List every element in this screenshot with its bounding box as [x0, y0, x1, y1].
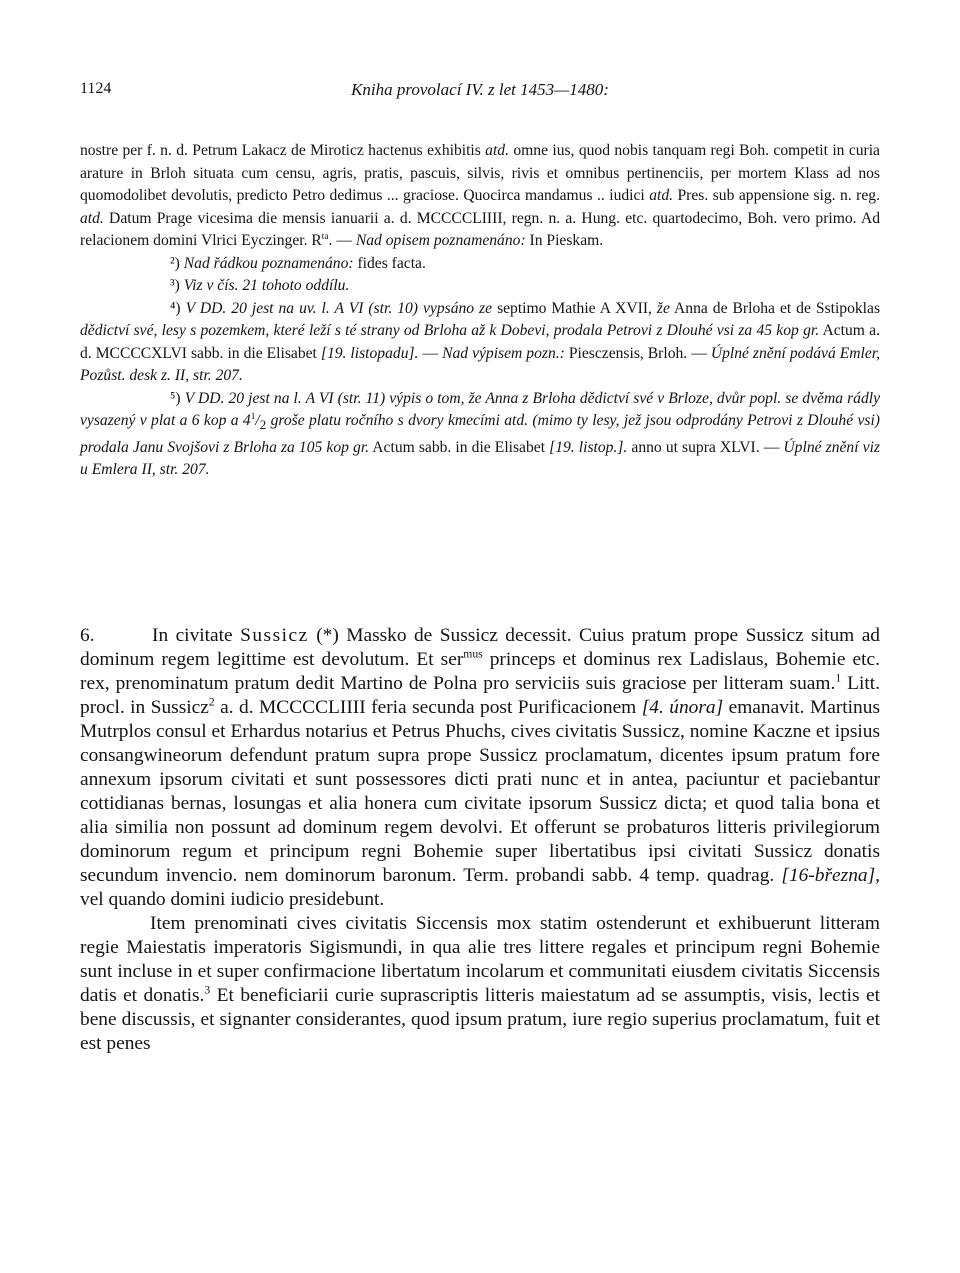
- main-text: [80, 624, 880, 1056]
- footnote-1: nostre per f. n. d. Petrum Lakacz de Miroticz hactenus exhibitis atd. omne ius, quod nobis tanquam regi Boh. competit in curia arature in Brloh situata cum censu, agris, pratis, pascuis, silvis, rivis et omnibus pertinenciis, per mortem Klass ad nos quomodolibet devolutis, predicto Petro dedimus ... graciose. Quocirca mandamus .. iudici atd. Pres. sub appensione sig. n. reg. atd. Datum Prage vicesima die mensis ianuarii a. d. MCCCCLIIII, regn. n. a. Hung. etc. quartodecimo, Boh. vero primo. Ad relacionem domini Vlrici Eyczinger. $R^{ta}$. — Nad opisem poznamenáno: In Pieskam.: [80, 142, 880, 249]
- entry-6-paragraph-2: Item prenominati cives civitatis Siccensis mox statim ostenderunt et exhibuerunt litteram regie Maiestatis imperatoris Sigismundi, in qua alie tres littere regales et principum regni Bohemie sunt incluse in et super confirmacione libertatum incolarum et communitati eiusdem civitatis Siccensis datis et donatis.$^3$ Et beneficiarii curie suprascriptis litteris maiestatum ad se assumptis, visis, lectis et bene discussis, et signanter considerantes, quod ipsum pratum, iure regio superius proclamatum, fuit et est penes: [80, 913, 880, 1054]
- place-name: Sussicz: [240, 625, 309, 646]
- page-number: 1124: [80, 80, 112, 97]
- footnote-4: ⁴) V DD. 20 jest na uv. l. A VI (str. 10) vypsáno ze septimo Mathie A XVII, že Anna de Brloha et de Sstipoklas dědictví své, lesy s pozemkem, které leží s té strany od Brloha až k Dobevi, prodala Petrovi z Dlouhé vsi za 45 kop gr. Actum a. d. MCCCCXLVI sabb. in die Elisabet [19. listopadu]. — Nad výpisem pozn.: Piesczensis, Brloh. — Úplné znění podává Emler, Pozůst. desk z. II, str. 207.: [80, 299, 881, 384]
- footnote-5: ⁵) V DD. 20 jest na l. A VI (str. 11) výpis o tom, že Anna z Brloha dědictví své v Brloze, dvůr popl. se dvěma rádly vysazený v plat a 6 kop a $4^1/_2$ groše platu ročního s dvory kmecími atd. (mimo ty lesy, jež jsou odprodány Petrovi z Dlouhé vsi) prodala Janu Svojšovi z Brloha za 105 kop gr. Actum sabb. in die Elisabet [19. listop.]. anno ut supra XLVI. — Úplné znění viz u Emlera II, str. 207.: [80, 389, 880, 479]
- running-title: Kniha provolací IV. z let 1453—1480:: [351, 80, 609, 99]
- footnotes-block: [80, 140, 880, 482]
- entry-number: 6.: [80, 625, 95, 646]
- footnote-3: ³) Viz v čís. 21 tohoto oddílu.: [170, 277, 350, 294]
- entry-6-paragraph-1: 6. In civitate Sussicz (*) Massko de Sussicz decessit. Cuius pratum prope Sussicz situm ad dominum regem legittime est devolutum. Et ser$^{mus}$ princeps et dominus rex Ladislaus, Bohemie etc. rex, prenominatum pratum dedit Martino de Polna pro serviciis suis graciose per litteram suam.$^1$ Litt. procl. in Sussicz$^2$ a. d. MCCCCLIIII feria secunda post Purificacionem [4. února] emanavit. Martinus Mutrplos consul et Erhardus notarius et Petrus Phuchs, cives civitatis Sussicz, nomine Kaczne et ipsius consangwineorum defendunt pratum supra prope Sussicz proclamatum, dicentes ipsum pratum fore annexum ipsorum civitati et sunt possessores dicti prati nunc et in antea, paciuntur et paciebantur cottidianas bernas, losungas et alia honera cum civitate ipsorum Sussicz dicta; et quod talia bona et alia similia non possunt ad dominum regem devolvi. Et offerunt se probaturos litteris privilegiorum dominorum regum et principum regni Bohemie super libertatibus ipsi civitati Sussicz donatis secundum invencio. nem dominorum baronum. Term. probandi sabb. 4 temp. quadrag. [16-března], vel quando domini iudicio presidebunt.: [80, 625, 881, 910]
- footnote-ref-2: 2: [208, 695, 215, 709]
- footnote-2: ²) Nad řádkou poznamenáno: fides facta.: [170, 254, 426, 272]
- footnote-ref-1: 1: [835, 671, 842, 685]
- page-header: [80, 80, 880, 106]
- footnote-ref-3: 3: [204, 983, 211, 997]
